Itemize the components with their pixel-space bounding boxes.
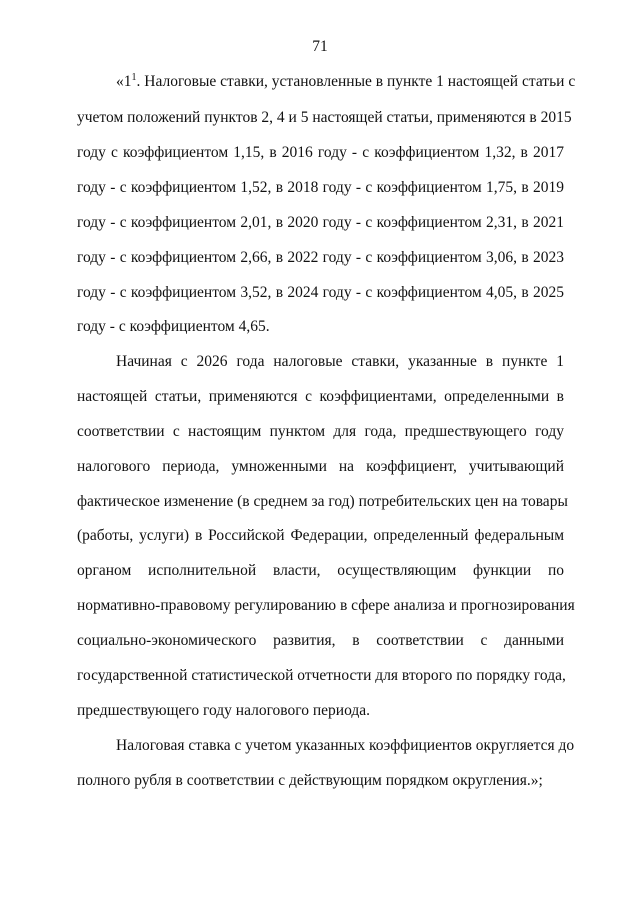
text-line: (работы, услуги) в Российской Федерации, определенный федеральным [77,527,564,544]
text-line: фактическое изменение (в среднем за год) потребительских цен на товары [77,493,568,510]
superscript: 1 [131,72,137,83]
text-line: году - с коэффициентом 3,52, в 2024 году - с коэффициентом 4,05, в 2025 [77,284,564,301]
text-line: году - с коэффициентом 1,52, в 2018 году - с коэффициентом 1,75, в 2019 [77,179,564,196]
text-line: настоящей статьи, применяются с коэффициентами, определенными в [77,388,564,405]
text-line: году с коэффициентом 1,15, в 2016 году - с коэффициентом 1,32, в 2017 [77,144,564,161]
text-line: Налоговая ставка с учетом указанных коэффициентов округляется до [116,737,575,754]
text-line: государственной статистической отчетности для второго по порядку года, [77,667,566,684]
text-line: году - с коэффициентом 2,01, в 2020 году - с коэффициентом 2,31, в 2021 [77,214,564,231]
text-line: году - с коэффициентом 2,66, в 2022 году - с коэффициентом 3,06, в 2023 [77,249,564,266]
text-line: органом исполнительной власти, осуществляющим функции по [77,562,564,579]
text-line-continuation: . Налоговые ставки, установленные в пункте 1 настоящей статьи с [136,73,576,90]
text-line: соответствии с настоящим пунктом для года, предшествующего году [77,423,564,440]
text-line: социально-экономического развития, в соответствии с данными [77,632,564,649]
text-line: полного рубля в соответствии с действующим порядком округления.»; [77,772,543,789]
text-line: нормативно-правовому регулированию в сфере анализа и прогнозирования [77,597,575,614]
text-line: Начиная с 2026 года налоговые ставки, указанные в пункте 1 [116,353,564,370]
text-line: году - с коэффициентом 4,65. [77,318,270,335]
text-line: учетом положений пунктов 2, 4 и 5 настоящей статьи, применяются в 2015 [77,109,572,126]
text-line: налогового периода, умноженными на коэффициент, учитывающий [77,458,564,475]
text-line [116,72,576,91]
page-number: 71 [312,38,328,55]
opening-quote-number: «1 [116,73,132,90]
text-line: предшествующего году налогового периода. [77,702,371,719]
